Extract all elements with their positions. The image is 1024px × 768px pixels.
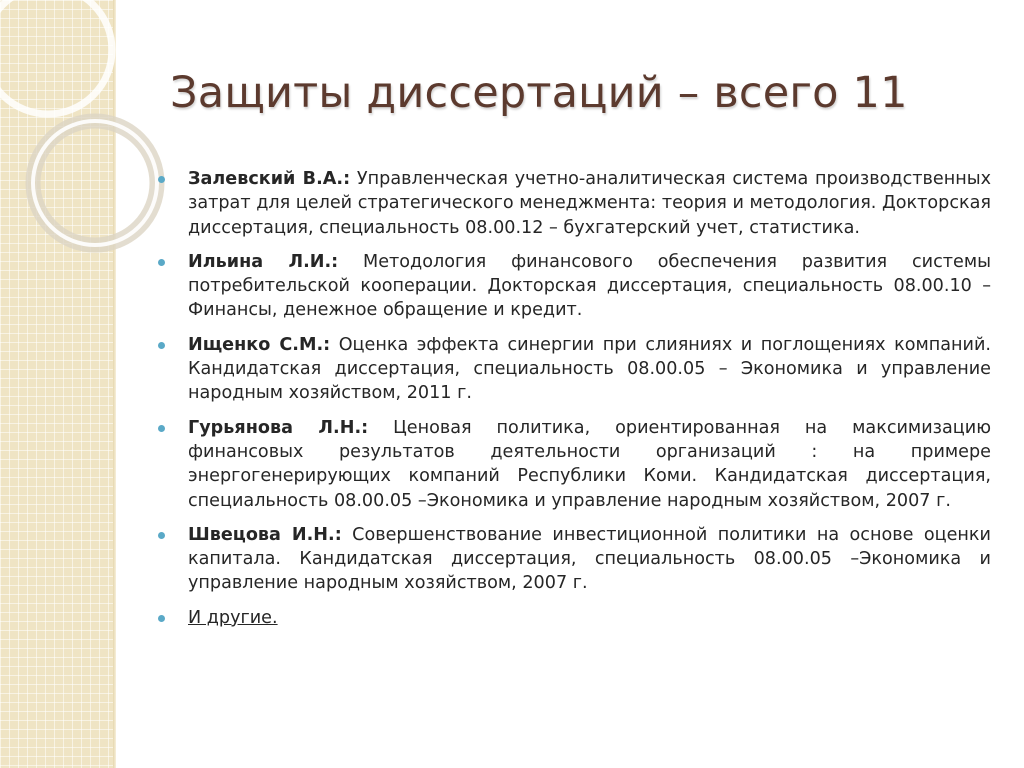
list-item-text (188, 416, 991, 513)
bullet-dot-icon (158, 176, 165, 183)
bullet-dot-icon (158, 615, 165, 622)
bullet-dot-icon (158, 425, 165, 432)
bullet-dot-icon (158, 259, 165, 266)
dissertation-description: Совершенствование инвестиционной политики на основе оценки капитала. Кандидатская диссертация, специальность 08.00.05 –Экономика и управление народным хозяйством, 2007 г. (188, 524, 991, 594)
list-item-text (188, 250, 991, 323)
more-link[interactable]: И другие. (188, 607, 278, 628)
list-item-text (188, 333, 991, 406)
dissertation-description: Оценка эффекта синергии при слияниях и поглощениях компаний. Кандидатская диссертация, специальность 08.00.05 – Экономика и управление народным хозяйством, 2011 г. (188, 334, 991, 404)
author-name: Ищенко С.М.: (188, 334, 331, 355)
bullet-dot-icon (158, 532, 165, 539)
list-item (157, 250, 991, 323)
dissertation-list (157, 167, 991, 640)
list-item (157, 167, 991, 240)
list-item-text (188, 523, 991, 596)
decorative-side-panel (0, 0, 113, 768)
dissertation-description: Ценовая политика, ориентированная на максимизацию финансовых результатов деятельности организаций : на примере энергогенерирующих компаний Республики Коми. Кандидатская диссертация, специальность 08.00.05 –Экономика и управление народным хозяйством, 2007 г. (188, 417, 991, 511)
list-item (157, 523, 991, 596)
bullet-dot-icon (158, 342, 165, 349)
list-item (157, 416, 991, 513)
slide-title: Защиты диссертаций – всего 11 (170, 68, 908, 118)
list-item (157, 606, 991, 630)
dissertation-description: Методология финансового обеспечения развития системы потребительской кооперации. Докторская диссертация, специальность 08.00.10 – Финансы, денежное обращение и кредит. (188, 251, 991, 321)
dissertation-description: Управленческая учетно-аналитическая система производственных затрат для целей стратегического менеджмента: теория и методология. Докторская диссертация, специальность 08.00.12 – бухгатерский учет, статистика. (188, 169, 992, 238)
side-panel-edge (113, 0, 116, 768)
author-name: Гурьянова Л.Н.: (188, 417, 369, 438)
author-name: Залевский В.А.: (188, 169, 351, 189)
list-item (157, 333, 991, 406)
author-name: Ильина Л.И.: (188, 251, 339, 272)
list-item-text (188, 167, 991, 240)
list-item-text (188, 606, 991, 630)
author-name: Швецова И.Н.: (188, 524, 342, 545)
